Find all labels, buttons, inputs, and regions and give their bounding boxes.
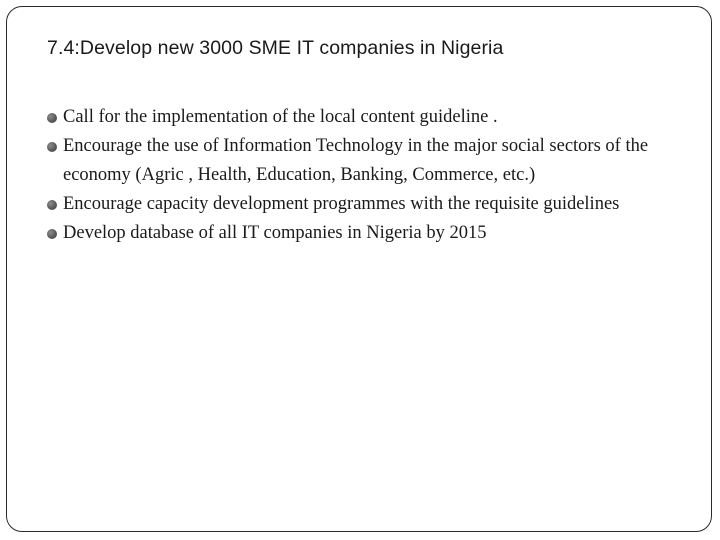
bullet-icon (47, 200, 57, 210)
bullet-icon (47, 113, 57, 123)
bullet-icon (47, 229, 57, 239)
bullet-text: Develop database of all IT companies in Nigeria by 2015 (63, 223, 487, 243)
bullet-text: Call for the implementation of the local content guideline . (63, 107, 498, 127)
bullet-item (47, 132, 701, 190)
bullet-item (47, 103, 701, 132)
bullet-item (47, 190, 701, 219)
bullet-text: Encourage capacity development programmes with the requisite guidelines (63, 194, 620, 214)
slide-frame (6, 6, 712, 532)
slide-title: 7.4:Develop new 3000 SME IT companies in Nigeria (47, 37, 504, 59)
bullet-text: Encourage the use of Information Technology in the major social sectors of the economy (Agric , Health, Education, Banking, Commerce, etc.) (63, 136, 649, 185)
bullet-item (47, 219, 701, 248)
bullet-icon (47, 142, 57, 152)
bullet-list (47, 103, 701, 248)
